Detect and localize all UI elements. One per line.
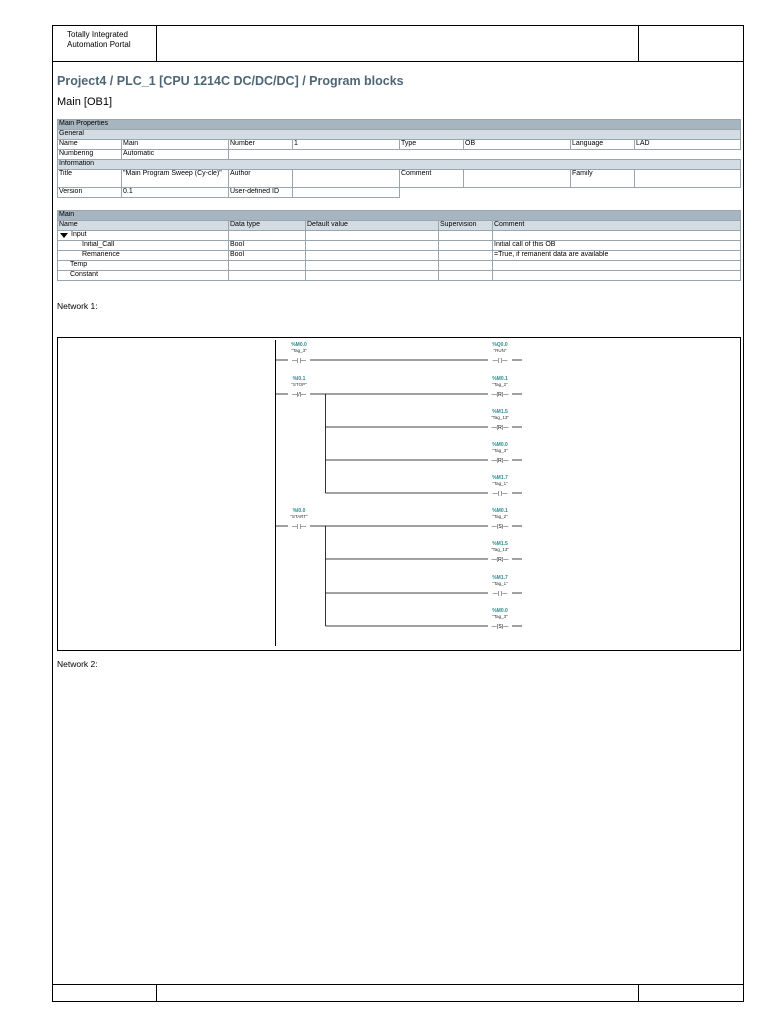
table-row: Constant xyxy=(58,271,741,281)
contact-m0-0 xyxy=(288,342,310,365)
properties-row: Version 0.1 User-defined ID xyxy=(58,188,741,198)
triangle-down-icon[interactable] xyxy=(60,233,68,238)
coil-m1-5-reset-2 xyxy=(488,541,512,564)
properties-table xyxy=(57,119,741,198)
coil-m1-7-2 xyxy=(488,575,512,598)
svg-text:—(S)—: —(S)— xyxy=(491,624,509,630)
svg-text:%Q0.0: %Q0.0 xyxy=(492,342,508,348)
svg-text:"Tag_2": "Tag_2" xyxy=(492,382,508,387)
table-row: Input xyxy=(58,231,741,241)
interface-table xyxy=(57,210,741,281)
svg-text:"Tag_1": "Tag_1" xyxy=(492,481,508,486)
svg-text:"Tag_3": "Tag_3" xyxy=(492,448,508,453)
svg-text:—(R)—: —(R)— xyxy=(491,425,509,431)
coil-m1-5-reset xyxy=(488,409,512,432)
information-section-row: Information xyxy=(58,160,741,170)
svg-text:"RUN": "RUN" xyxy=(493,348,507,353)
svg-text:%M1.5: %M1.5 xyxy=(492,409,508,415)
properties-row: Title "Main Program Sweep (Cy-cle)" Author Comment Family xyxy=(58,170,741,188)
coil-m0-1-set xyxy=(488,508,512,531)
block-title: Main [OB1] xyxy=(57,96,113,108)
svg-text:"Tag_13": "Tag_13" xyxy=(491,415,509,420)
svg-text:%M0.1: %M0.1 xyxy=(492,376,508,382)
svg-text:%I0.1: %I0.1 xyxy=(292,376,306,382)
svg-text:%M1.7: %M1.7 xyxy=(492,475,508,481)
coil-q0-0 xyxy=(488,342,512,365)
svg-text:%M0.1: %M0.1 xyxy=(492,508,508,514)
table-row: Initial_Call Bool Initial call of this OB xyxy=(58,241,741,251)
svg-text:%I0.0: %I0.0 xyxy=(292,508,306,514)
svg-text:—|/|—: —|/|— xyxy=(292,392,306,398)
network-1-label: Network 1: xyxy=(57,301,98,311)
network-1-ladder xyxy=(57,337,741,651)
svg-text:—( )—: —( )— xyxy=(492,591,508,597)
header-right-cell xyxy=(638,26,743,61)
svg-text:—( )—: —( )— xyxy=(492,491,508,497)
svg-text:—(R)—: —(R)— xyxy=(491,557,509,563)
svg-text:"Tag_2": "Tag_2" xyxy=(492,514,508,519)
interface-section-row: Main xyxy=(58,211,741,221)
interface-header-row: Name Data type Default value Supervision Comment xyxy=(58,221,741,231)
svg-text:"Tag_3": "Tag_3" xyxy=(492,614,508,619)
svg-text:"START": "START" xyxy=(290,514,308,519)
svg-text:%M0.0: %M0.0 xyxy=(492,442,508,448)
svg-text:"Tag_3": "Tag_3" xyxy=(291,348,307,353)
coil-m0-1-reset xyxy=(488,376,512,399)
contact-start xyxy=(288,508,310,531)
svg-text:"Tag_1": "Tag_1" xyxy=(492,581,508,586)
svg-text:%M0.0: %M0.0 xyxy=(492,608,508,614)
svg-text:—| |—: —| |— xyxy=(292,358,306,364)
coil-m0-0-set xyxy=(488,608,512,631)
properties-row: Numbering Automatic xyxy=(58,150,741,160)
page-footer xyxy=(53,984,743,1001)
properties-row: Name Main Number 1 Type OB Language LAD xyxy=(58,140,741,150)
svg-text:—| |—: —| |— xyxy=(292,524,306,530)
page-header xyxy=(53,26,743,62)
coil-m0-0-reset xyxy=(488,442,512,465)
footer-right-cell xyxy=(638,985,743,1001)
general-section-row: General xyxy=(58,130,741,140)
svg-text:"STOP": "STOP" xyxy=(291,382,307,387)
svg-text:%M1.7: %M1.7 xyxy=(492,575,508,581)
properties-section-row: Main Properties xyxy=(58,120,741,130)
header-logo-cell xyxy=(53,26,157,61)
network-2-label: Network 2: xyxy=(57,659,98,669)
table-row: Temp xyxy=(58,261,741,271)
page-title: Project4 / PLC_1 [CPU 1214C DC/DC/DC] / Program blocks xyxy=(57,74,404,88)
svg-text:%M0.0: %M0.0 xyxy=(291,342,307,348)
footer-left-cell xyxy=(53,985,157,1001)
contact-stop xyxy=(288,376,310,399)
coil-m1-7 xyxy=(488,475,512,498)
ladder-diagram xyxy=(58,338,740,650)
portal-name: Totally Integrated Automation Portal xyxy=(67,30,131,49)
svg-text:—(R)—: —(R)— xyxy=(491,458,509,464)
svg-text:—( )—: —( )— xyxy=(492,358,508,364)
svg-text:—(S)—: —(S)— xyxy=(491,524,509,530)
svg-text:%M1.5: %M1.5 xyxy=(492,541,508,547)
table-row: Remanence Bool =True, if remanent data are available xyxy=(58,251,741,261)
svg-text:—(R)—: —(R)— xyxy=(491,392,509,398)
svg-text:"Tag_13": "Tag_13" xyxy=(491,547,509,552)
